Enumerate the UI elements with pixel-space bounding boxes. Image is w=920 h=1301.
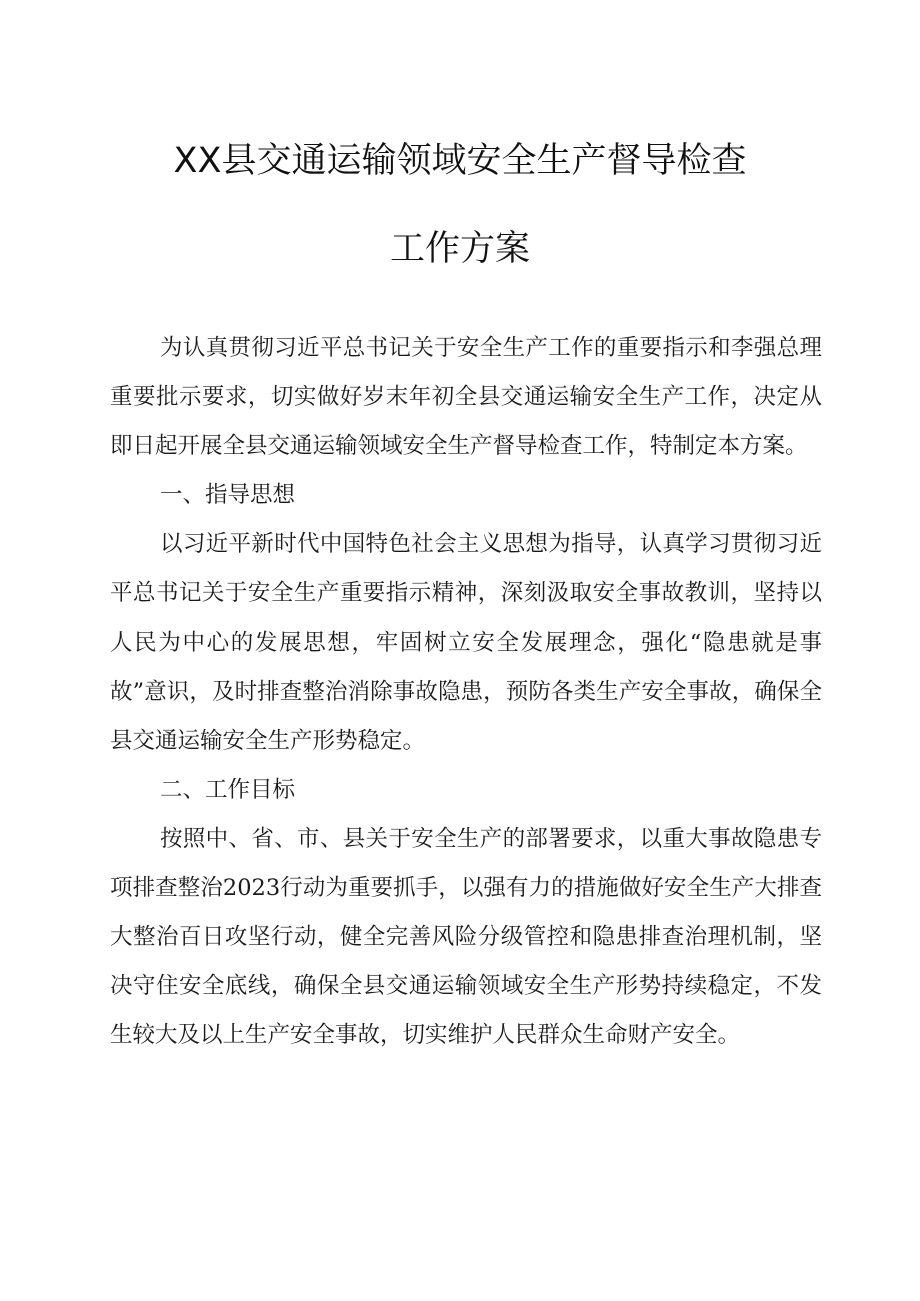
document-title-line-2: 工作方案 [389, 229, 530, 269]
document-title-line-1: XX县交通运输领域安全生产督导检查 [173, 141, 747, 181]
section-1-paragraph: 以习近平新时代中国特色社会主义思想为指导，认真学习贯彻习近平总书记关于安全生产重要指示精神，深刻汲取安全事故教训，坚持以人民为中心的发展思想，牢固树立安全发展理念，强化“隐患就是事故”意识，及时排查整治消除事故隐患，预防各类生产安全事故，确保全县交通运输安全生产形势稳定。 [110, 531, 822, 754]
document-body [110, 324, 822, 1060]
section-2-heading: 二、工作目标 [160, 776, 296, 803]
section-1-heading: 一、指导思想 [160, 482, 296, 509]
section-2-paragraph: 按照中、省、市、县关于安全生产的部署要求，以重大事故隐患专项排查整治2023行动为重要抓手，以强有力的措施做好安全生产大排查大整治百日攻坚行动，健全完善风险分级管控和隐患排查治理机制，坚决守住安全底线，确保全县交通运输领域安全生产形势持续稳定，不发生较大及以上生产安全事故，切实维护人民群众生命财产安全。 [110, 825, 822, 1049]
intro-paragraph: 为认真贯彻习近平总书记关于安全生产工作的重要指示和李强总理重要批示要求，切实做好岁末年初全县交通运输安全生产工作，决定从即日起开展全县交通运输领域安全生产督导检查工作，特制定本方案。 [110, 335, 822, 460]
